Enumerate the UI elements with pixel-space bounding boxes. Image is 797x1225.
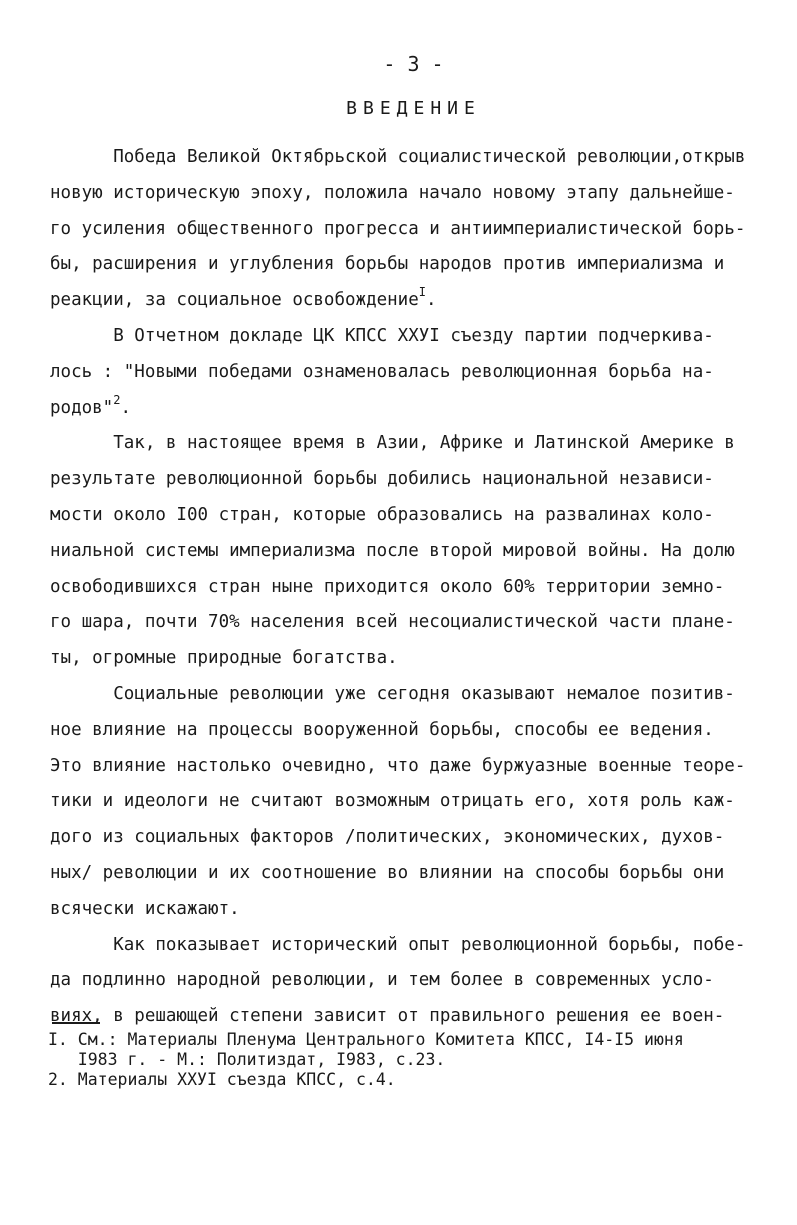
footnote-2: 2. Материалы ХХУI съезда КПСС, с.4.	[48, 1070, 396, 1089]
text-line: результате революционной борьбы добились национальной независи-	[50, 469, 714, 490]
paragraph-5	[50, 928, 765, 1035]
text-line	[50, 391, 765, 427]
paragraph-4	[50, 677, 765, 928]
text-line: ниальной системы империализма после второй мировой войны. На долю	[50, 540, 735, 561]
text-line: новую историческую эпоху, положила начало новому этапу дальнейше-	[50, 182, 735, 203]
footnote-ref-1: I	[418, 285, 426, 300]
section-heading: ВВЕДЕНИЕ	[346, 98, 481, 119]
text-fragment: .	[426, 290, 437, 311]
text-line: освободившихся стран ныне приходится около 60% территории земно-	[50, 576, 725, 597]
text-line: Социальные революции уже сегодня оказывают немалое позитив-	[50, 683, 735, 704]
text-line: тики и идеологи не считают возможным отрицать его, хотя роль каж-	[50, 791, 735, 812]
text-line: ты, огромные природные богатства.	[50, 648, 398, 669]
text-line: мости около I00 стран, которые образовались на развалинах коло-	[50, 504, 714, 525]
page-number: - 3 -	[383, 52, 444, 76]
text-fragment: родов"	[50, 397, 114, 418]
footnote-separator	[52, 1022, 100, 1024]
text-line	[50, 283, 765, 319]
text-line: В Отчетном докладе ЦК КПСС ХХУI съезду партии подчеркива-	[50, 325, 714, 346]
text-line: Это влияние настолько очевидно, что даже буржуазные военные теоре-	[50, 755, 746, 776]
text-line: го усиления общественного прогресса и антиимпериалистической борь-	[50, 218, 746, 239]
text-line: да подлинно народной революции, и тем более в современных усло-	[50, 970, 714, 991]
text-line: бы, расширения и углубления борьбы народов против империализма и	[50, 254, 725, 275]
text-line: всячески искажают.	[50, 898, 240, 919]
text-line: ное влияние на процессы вооруженной борьбы, способы ее ведения.	[50, 719, 714, 740]
footnotes	[48, 1030, 768, 1090]
body-text	[50, 140, 765, 1035]
paragraph-2	[50, 319, 765, 426]
text-fragment: .	[120, 397, 131, 418]
text-line: Победа Великой Октябрьской социалистической революции,открыв	[50, 147, 746, 167]
footnote-1-continuation: I983 г. - М.: Политиздат, I983, с.23.	[48, 1050, 446, 1069]
text-fragment: реакции, за социальное освобождение	[50, 290, 419, 311]
footnote-1: I. См.: Материалы Пленума Центрального Комитета КПСС, I4-I5 июня	[48, 1030, 684, 1049]
footnote-ref-2: 2	[113, 392, 121, 407]
paragraph-1	[50, 140, 765, 319]
text-line: лось : "Новыми победами ознаменовалась революционная борьба на-	[50, 361, 714, 382]
text-line: дого из социальных факторов /политических, экономических, духов-	[50, 827, 725, 848]
text-line: Так, в настоящее время в Азии, Африке и Латинской Америке в	[50, 433, 735, 454]
text-line: виях, в решающей степени зависит от правильного решения ее воен-	[50, 1006, 725, 1027]
text-line: го шара, почти 70% населения всей несоциалистической части плане-	[50, 612, 735, 633]
text-line: Как показывает исторический опыт революционной борьбы, побе-	[50, 934, 746, 955]
text-line: ных/ революции и их соотношение во влиянии на способы борьбы они	[50, 862, 725, 883]
paragraph-3	[50, 426, 765, 677]
